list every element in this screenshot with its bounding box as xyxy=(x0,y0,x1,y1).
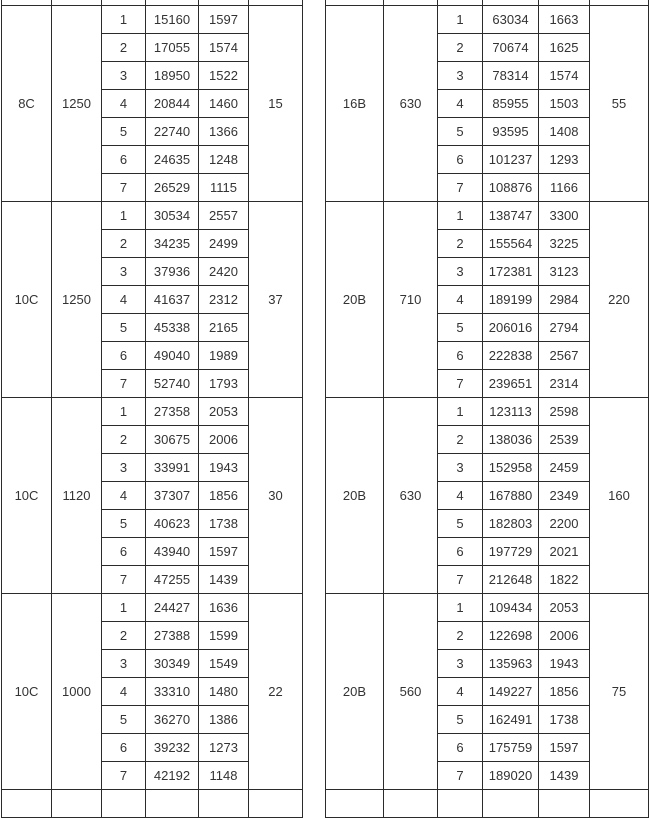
pressure-cell: 1989 xyxy=(199,342,249,370)
flow-cell: 93595 xyxy=(483,118,539,146)
flow-cell: 222838 xyxy=(483,342,539,370)
index-cell: 4 xyxy=(438,482,483,510)
flow-cell: 155564 xyxy=(483,230,539,258)
table-cell-empty xyxy=(249,790,303,818)
index-cell: 2 xyxy=(102,230,146,258)
pressure-cell: 1738 xyxy=(539,706,590,734)
index-cell: 3 xyxy=(438,650,483,678)
pressure-cell: 1597 xyxy=(199,6,249,34)
speed-cell: 1120 xyxy=(52,398,102,594)
table-row xyxy=(326,594,649,622)
speed-cell: 1250 xyxy=(52,202,102,398)
flow-cell: 239651 xyxy=(483,370,539,398)
table-row-partial xyxy=(326,790,649,818)
model-cell: 8C xyxy=(2,6,52,202)
power-cell: 55 xyxy=(590,6,649,202)
index-cell: 2 xyxy=(102,622,146,650)
index-cell: 7 xyxy=(438,370,483,398)
table-cell-empty xyxy=(539,790,590,818)
model-cell: 16B xyxy=(326,6,384,202)
index-cell: 4 xyxy=(438,90,483,118)
pressure-cell: 1574 xyxy=(199,34,249,62)
flow-cell: 36270 xyxy=(146,706,199,734)
index-cell: 1 xyxy=(102,594,146,622)
pressure-cell: 2567 xyxy=(539,342,590,370)
index-cell: 1 xyxy=(102,6,146,34)
pressure-cell: 1293 xyxy=(539,146,590,174)
pressure-cell: 2021 xyxy=(539,538,590,566)
index-cell: 5 xyxy=(102,706,146,734)
index-cell: 5 xyxy=(102,118,146,146)
flow-cell: 45338 xyxy=(146,314,199,342)
pressure-cell: 3300 xyxy=(539,202,590,230)
flow-cell: 109434 xyxy=(483,594,539,622)
index-cell: 3 xyxy=(438,258,483,286)
flow-cell: 15160 xyxy=(146,6,199,34)
index-cell: 3 xyxy=(102,650,146,678)
pressure-cell: 2459 xyxy=(539,454,590,482)
index-cell: 6 xyxy=(438,146,483,174)
speed-cell: 710 xyxy=(384,202,438,398)
index-cell: 2 xyxy=(438,426,483,454)
model-cell: 20B xyxy=(326,202,384,398)
flow-cell: 30675 xyxy=(146,426,199,454)
flow-cell: 172381 xyxy=(483,258,539,286)
index-cell: 2 xyxy=(438,230,483,258)
table-cell-empty xyxy=(102,790,146,818)
index-cell: 6 xyxy=(438,342,483,370)
speed-cell: 1250 xyxy=(52,6,102,202)
index-cell: 6 xyxy=(102,538,146,566)
flow-cell: 122698 xyxy=(483,622,539,650)
table-row xyxy=(2,594,303,622)
speed-cell: 560 xyxy=(384,594,438,790)
pressure-cell: 1856 xyxy=(539,678,590,706)
index-cell: 7 xyxy=(102,566,146,594)
flow-cell: 78314 xyxy=(483,62,539,90)
pressure-cell: 2420 xyxy=(199,258,249,286)
index-cell: 7 xyxy=(438,566,483,594)
flow-cell: 162491 xyxy=(483,706,539,734)
pressure-cell: 1408 xyxy=(539,118,590,146)
model-cell: 10C xyxy=(2,594,52,790)
flow-cell: 33310 xyxy=(146,678,199,706)
flow-cell: 85955 xyxy=(483,90,539,118)
flow-cell: 18950 xyxy=(146,62,199,90)
table-cell-empty xyxy=(2,790,52,818)
pressure-cell: 1439 xyxy=(199,566,249,594)
pressure-cell: 1856 xyxy=(199,482,249,510)
flow-cell: 22740 xyxy=(146,118,199,146)
pressure-cell: 1597 xyxy=(199,538,249,566)
pressure-cell: 1522 xyxy=(199,62,249,90)
model-cell: 10C xyxy=(2,398,52,594)
pressure-cell: 1460 xyxy=(199,90,249,118)
pressure-cell: 2349 xyxy=(539,482,590,510)
flow-cell: 138747 xyxy=(483,202,539,230)
pressure-cell: 3225 xyxy=(539,230,590,258)
index-cell: 1 xyxy=(102,202,146,230)
index-cell: 2 xyxy=(438,622,483,650)
index-cell: 5 xyxy=(438,314,483,342)
index-cell: 5 xyxy=(102,314,146,342)
pressure-cell: 2984 xyxy=(539,286,590,314)
pressure-cell: 2794 xyxy=(539,314,590,342)
pressure-cell: 1822 xyxy=(539,566,590,594)
index-cell: 5 xyxy=(102,510,146,538)
table-row-partial xyxy=(2,790,303,818)
index-cell: 2 xyxy=(438,34,483,62)
flow-cell: 39232 xyxy=(146,734,199,762)
flow-cell: 175759 xyxy=(483,734,539,762)
power-cell: 220 xyxy=(590,202,649,398)
pressure-cell: 1480 xyxy=(199,678,249,706)
index-cell: 7 xyxy=(102,174,146,202)
pressure-cell: 1166 xyxy=(539,174,590,202)
speed-cell: 630 xyxy=(384,6,438,202)
speed-cell: 630 xyxy=(384,398,438,594)
flow-cell: 24635 xyxy=(146,146,199,174)
flow-cell: 42192 xyxy=(146,762,199,790)
power-cell: 75 xyxy=(590,594,649,790)
power-cell: 30 xyxy=(249,398,303,594)
flow-cell: 70674 xyxy=(483,34,539,62)
pressure-cell: 1248 xyxy=(199,146,249,174)
flow-cell: 197729 xyxy=(483,538,539,566)
pressure-cell: 1625 xyxy=(539,34,590,62)
flow-cell: 108876 xyxy=(483,174,539,202)
table-cell-empty xyxy=(199,790,249,818)
table-cell-empty xyxy=(326,790,384,818)
index-cell: 4 xyxy=(438,286,483,314)
right-table-body xyxy=(326,0,649,818)
index-cell: 5 xyxy=(438,706,483,734)
pressure-cell: 2165 xyxy=(199,314,249,342)
table-cell-empty xyxy=(384,790,438,818)
index-cell: 7 xyxy=(102,762,146,790)
index-cell: 7 xyxy=(438,174,483,202)
flow-cell: 37307 xyxy=(146,482,199,510)
pressure-cell: 1549 xyxy=(199,650,249,678)
index-cell: 6 xyxy=(438,538,483,566)
power-cell: 15 xyxy=(249,6,303,202)
pressure-cell: 1599 xyxy=(199,622,249,650)
flow-cell: 40623 xyxy=(146,510,199,538)
flow-cell: 24427 xyxy=(146,594,199,622)
pressure-cell: 1148 xyxy=(199,762,249,790)
right-fan-table xyxy=(325,0,649,818)
table-cell-empty xyxy=(52,790,102,818)
flow-cell: 149227 xyxy=(483,678,539,706)
flow-cell: 135963 xyxy=(483,650,539,678)
flow-cell: 17055 xyxy=(146,34,199,62)
pressure-cell: 1943 xyxy=(539,650,590,678)
flow-cell: 49040 xyxy=(146,342,199,370)
index-cell: 7 xyxy=(438,762,483,790)
flow-cell: 123113 xyxy=(483,398,539,426)
index-cell: 4 xyxy=(102,482,146,510)
pressure-cell: 2314 xyxy=(539,370,590,398)
table-gutter xyxy=(303,0,324,792)
power-cell: 160 xyxy=(590,398,649,594)
pressure-cell: 1273 xyxy=(199,734,249,762)
pressure-cell: 2053 xyxy=(199,398,249,426)
pressure-cell: 1386 xyxy=(199,706,249,734)
index-cell: 2 xyxy=(102,34,146,62)
flow-cell: 189199 xyxy=(483,286,539,314)
pressure-cell: 1115 xyxy=(199,174,249,202)
pressure-cell: 1663 xyxy=(539,6,590,34)
flow-cell: 33991 xyxy=(146,454,199,482)
table-cell-empty xyxy=(438,790,483,818)
index-cell: 1 xyxy=(438,398,483,426)
pressure-cell: 1636 xyxy=(199,594,249,622)
index-cell: 1 xyxy=(102,398,146,426)
flow-cell: 37936 xyxy=(146,258,199,286)
flow-cell: 26529 xyxy=(146,174,199,202)
index-cell: 3 xyxy=(102,258,146,286)
index-cell: 4 xyxy=(102,90,146,118)
power-cell: 37 xyxy=(249,202,303,398)
model-cell: 10C xyxy=(2,202,52,398)
table-cell-empty xyxy=(483,790,539,818)
table-cell-empty xyxy=(590,790,649,818)
index-cell: 4 xyxy=(102,678,146,706)
table-row xyxy=(326,202,649,230)
flow-cell: 152958 xyxy=(483,454,539,482)
flow-cell: 63034 xyxy=(483,6,539,34)
pressure-cell: 1366 xyxy=(199,118,249,146)
flow-cell: 52740 xyxy=(146,370,199,398)
pressure-cell: 1597 xyxy=(539,734,590,762)
pressure-cell: 1503 xyxy=(539,90,590,118)
flow-cell: 101237 xyxy=(483,146,539,174)
pressure-cell: 2312 xyxy=(199,286,249,314)
left-table-body xyxy=(2,0,303,818)
flow-cell: 206016 xyxy=(483,314,539,342)
index-cell: 6 xyxy=(102,734,146,762)
table-row xyxy=(2,6,303,34)
flow-cell: 41637 xyxy=(146,286,199,314)
pressure-cell: 1793 xyxy=(199,370,249,398)
flow-cell: 43940 xyxy=(146,538,199,566)
table-row xyxy=(2,202,303,230)
pressure-cell: 1943 xyxy=(199,454,249,482)
flow-cell: 20844 xyxy=(146,90,199,118)
pressure-cell: 1439 xyxy=(539,762,590,790)
flow-cell: 182803 xyxy=(483,510,539,538)
flow-cell: 167880 xyxy=(483,482,539,510)
index-cell: 6 xyxy=(102,146,146,174)
index-cell: 1 xyxy=(438,202,483,230)
pressure-cell: 2053 xyxy=(539,594,590,622)
index-cell: 4 xyxy=(102,286,146,314)
index-cell: 3 xyxy=(438,454,483,482)
left-fan-table xyxy=(1,0,303,818)
pressure-cell: 2539 xyxy=(539,426,590,454)
flow-cell: 47255 xyxy=(146,566,199,594)
index-cell: 1 xyxy=(438,6,483,34)
table-row xyxy=(326,6,649,34)
pressure-cell: 2499 xyxy=(199,230,249,258)
power-cell: 22 xyxy=(249,594,303,790)
table-row xyxy=(326,398,649,426)
flow-cell: 27358 xyxy=(146,398,199,426)
table-row xyxy=(2,398,303,426)
flow-cell: 34235 xyxy=(146,230,199,258)
pressure-cell: 3123 xyxy=(539,258,590,286)
index-cell: 2 xyxy=(102,426,146,454)
table-cell-empty xyxy=(146,790,199,818)
index-cell: 3 xyxy=(438,62,483,90)
index-cell: 4 xyxy=(438,678,483,706)
index-cell: 5 xyxy=(438,118,483,146)
index-cell: 5 xyxy=(438,510,483,538)
pressure-cell: 2006 xyxy=(539,622,590,650)
index-cell: 6 xyxy=(102,342,146,370)
speed-cell: 1000 xyxy=(52,594,102,790)
model-cell: 20B xyxy=(326,594,384,790)
model-cell: 20B xyxy=(326,398,384,594)
flow-cell: 30349 xyxy=(146,650,199,678)
pressure-cell: 2598 xyxy=(539,398,590,426)
flow-cell: 30534 xyxy=(146,202,199,230)
index-cell: 1 xyxy=(438,594,483,622)
flow-cell: 212648 xyxy=(483,566,539,594)
flow-cell: 27388 xyxy=(146,622,199,650)
index-cell: 3 xyxy=(102,62,146,90)
pressure-cell: 2557 xyxy=(199,202,249,230)
pressure-cell: 1574 xyxy=(539,62,590,90)
index-cell: 3 xyxy=(102,454,146,482)
pressure-cell: 2006 xyxy=(199,426,249,454)
pressure-cell: 1738 xyxy=(199,510,249,538)
flow-cell: 189020 xyxy=(483,762,539,790)
pressure-cell: 2200 xyxy=(539,510,590,538)
flow-cell: 138036 xyxy=(483,426,539,454)
index-cell: 6 xyxy=(438,734,483,762)
index-cell: 7 xyxy=(102,370,146,398)
